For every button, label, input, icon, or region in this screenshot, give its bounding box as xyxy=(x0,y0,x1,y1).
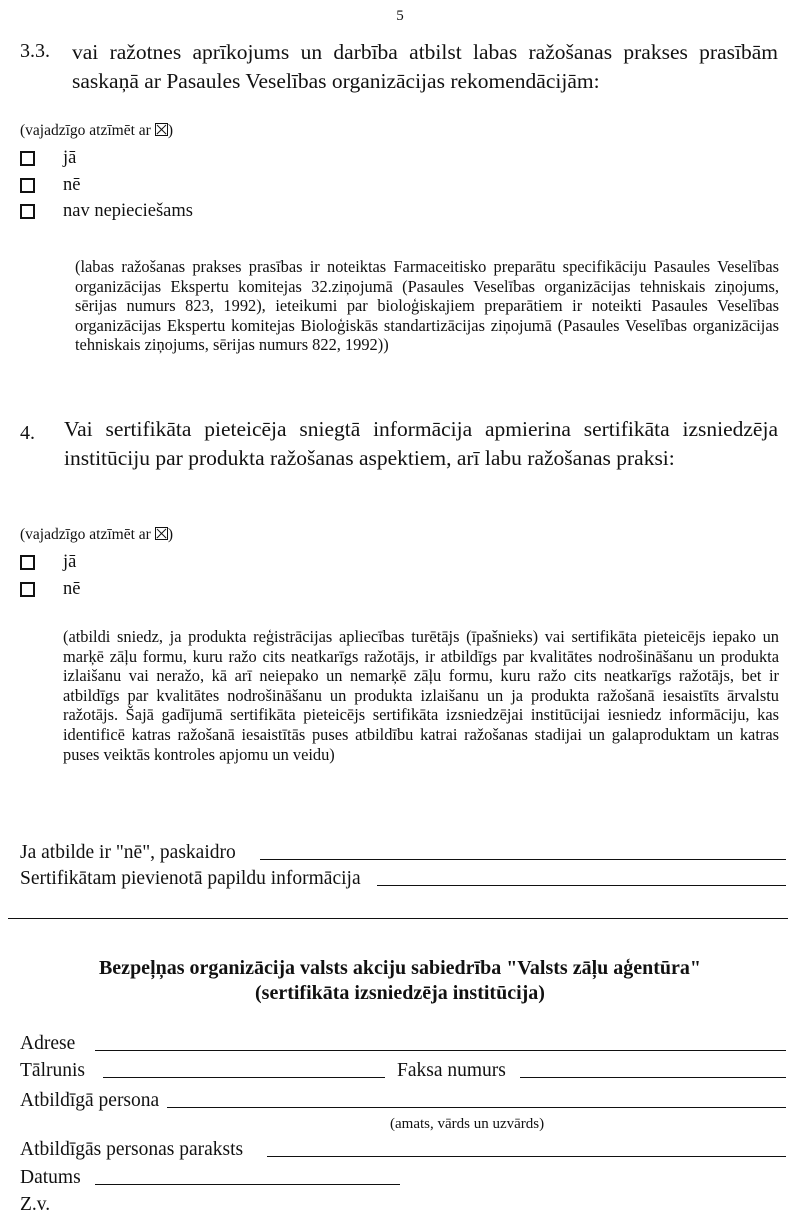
checked-box-icon xyxy=(155,123,168,136)
explain-input-line[interactable] xyxy=(260,859,786,860)
explain-label: Ja atbilde ir "nē", paskaidro xyxy=(20,842,236,863)
checkbox-icon[interactable] xyxy=(20,178,35,193)
checkbox-icon[interactable] xyxy=(20,204,35,219)
address-field xyxy=(20,1033,786,1055)
signature-label: Atbildīgās personas paraksts xyxy=(20,1139,244,1160)
q4-option-yes[interactable] xyxy=(20,551,76,573)
responsible-input-line[interactable] xyxy=(167,1107,786,1108)
phone-label: Tālrunis xyxy=(20,1060,85,1081)
date-label: Datums xyxy=(20,1167,81,1188)
phone-fax-row xyxy=(20,1060,786,1082)
instruction-q4: (vajadzīgo atzīmēt ar ) xyxy=(20,526,173,543)
address-input-line[interactable] xyxy=(95,1050,786,1051)
seal-label: Z.v. xyxy=(20,1194,51,1215)
responsible-label: Atbildīgā persona xyxy=(20,1090,160,1111)
option-label: jā xyxy=(63,147,77,168)
question-3-3-number: 3.3. xyxy=(20,40,50,62)
fax-input-line[interactable] xyxy=(520,1077,786,1078)
issuer-title: Bezpeļņas organizācija valsts akciju sabiedrība "Valsts zāļu aģentūra" xyxy=(98,957,702,979)
additional-info-label: Sertifikātam pievienotā papildu informācija xyxy=(20,868,361,889)
explain-field xyxy=(20,842,786,864)
additional-info-field xyxy=(20,868,786,890)
checkbox-icon[interactable] xyxy=(20,151,35,166)
checked-box-icon xyxy=(155,527,168,540)
address-label: Adrese xyxy=(20,1033,76,1054)
instruction-text: (vajadzīgo atzīmēt ar xyxy=(20,526,151,543)
q4-note: (atbildi sniedz, ja produkta reģistrācijas apliecības turētājs (īpašnieks) vai sertifikāta pieteicējs iepako un marķē zāļu formu, kuru ražo cits neatkarīgs ražotājs, ir atbildīgs par kvalitātes nodrošināšanu un produkta izlaišanu vai neražo, kā arī neiepako un nemarķē zāļu formu, kuru ražo cits neatkarīgs ražotājs, bet ir atbildīgs par kvalitātes nodrošināšanu un produkta izlaišanu un ja produkta ražošanā iesaistīts ārvalstu ražotājs. Šajā gadījumā sertifikāta pieteicējs sertifikāta izsniedzējai institūcijai iesniedz informāciju, kas identificē katras ražošanā iesaistītās puses atbildību katrai ražošanas stadijai un galaproduktam un katras puses veiktās kontroles apjomu un veidu) xyxy=(63,627,779,764)
fax-label: Faksa numurs xyxy=(396,1060,506,1081)
signature-field xyxy=(20,1139,786,1161)
q33-note: (labas ražošanas prakses prasības ir noteiktas Farmaceitisko preparātu specifikāciju Pasaules Veselības organizācijas Ekspertu komitejas 32.ziņojumā (Pasaules Veselības organizācijas tehniskais ziņojums, sērijas numurs 823, 1992), ieteikumi par bioloģiskajiem preparātiem ir noteikti Pasaules Veselības organizācijas Ekspertu komitejas Bioloģiskās standartizācijas ziņojumā (Pasaules Veselības organizācijas tehniskais ziņojums, sērijas numurs 822, 1992)) xyxy=(75,257,779,355)
date-input-line[interactable] xyxy=(95,1184,400,1185)
phone-input-line[interactable] xyxy=(103,1077,385,1078)
instruction-q33: (vajadzīgo atzīmēt ar ) xyxy=(20,122,173,139)
question-4-text: Vai sertifikāta pieteicēja sniegtā informācija apmierina sertifikāta izsniedzēja institūciju par produkta ražošanas aspektiem, arī labu ražošanas praksi: xyxy=(64,417,778,470)
section-divider xyxy=(8,918,788,919)
option-label: nē xyxy=(63,174,81,195)
checkbox-icon[interactable] xyxy=(20,555,35,570)
issuer-subtitle: (sertifikāta izsniedzēja institūcija) xyxy=(255,982,545,1004)
option-label: jā xyxy=(63,551,77,572)
question-3-3-text: vai ražotnes aprīkojums un darbība atbilst labas ražošanas prakses prasībām saskaņā ar Pasaules Veselības organizācijas rekomendācijām: xyxy=(72,40,778,93)
responsible-person-field xyxy=(20,1090,786,1112)
q33-option-no[interactable] xyxy=(20,174,80,196)
checkbox-icon[interactable] xyxy=(20,582,35,597)
option-label: nav nepieciešams xyxy=(63,200,193,221)
q33-option-not-needed[interactable] xyxy=(20,200,193,222)
q4-option-no[interactable] xyxy=(20,578,80,600)
page-number: 5 xyxy=(396,8,404,24)
responsible-hint: (amats, vārds un uzvārds) xyxy=(390,1116,545,1132)
signature-input-line[interactable] xyxy=(267,1156,786,1157)
additional-info-input-line[interactable] xyxy=(377,885,786,886)
instruction-text: (vajadzīgo atzīmēt ar xyxy=(20,122,151,139)
q33-option-yes[interactable] xyxy=(20,147,76,169)
date-field xyxy=(20,1167,400,1189)
question-4-number: 4. xyxy=(20,422,35,444)
option-label: nē xyxy=(63,578,81,599)
